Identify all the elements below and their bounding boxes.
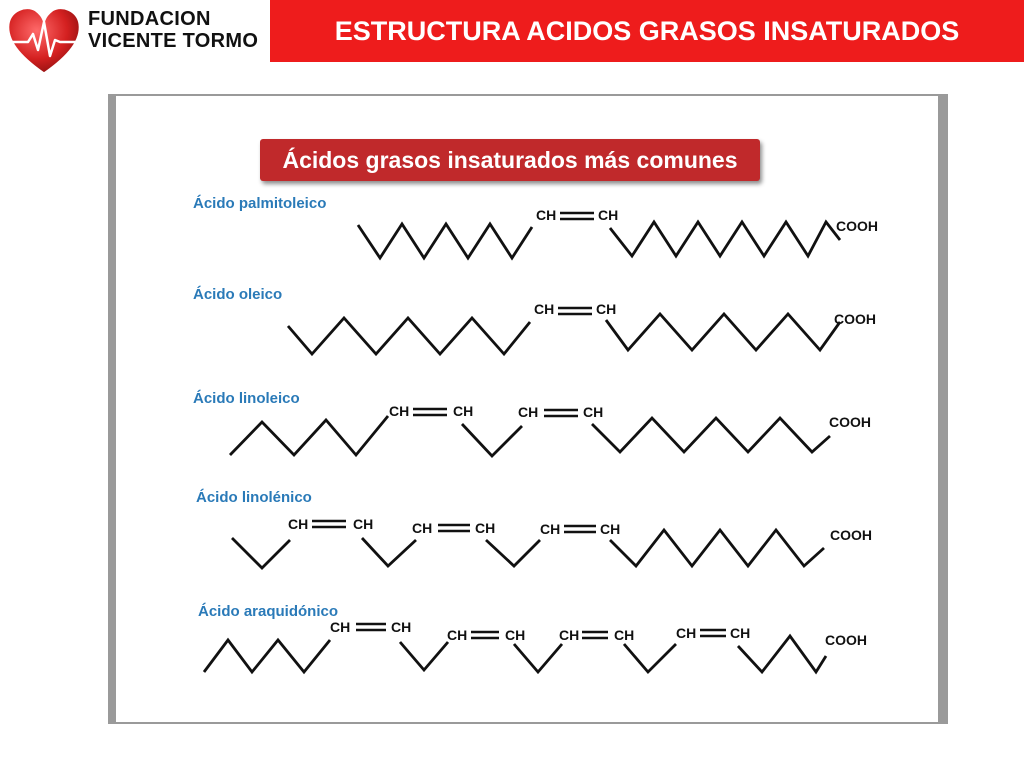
ch-label: CH <box>330 619 351 635</box>
carbon-chain <box>204 640 330 672</box>
acid-row-linoleico <box>193 390 871 456</box>
carbon-chain <box>738 636 826 672</box>
carbon-chain <box>232 538 290 568</box>
carbon-chain <box>624 644 676 672</box>
carbon-chain <box>514 644 562 672</box>
ch-label: CH <box>730 625 751 641</box>
ch-label: CH <box>534 301 555 317</box>
ch-label: CH <box>600 521 621 537</box>
page-title: ESTRUCTURA ACIDOS GRASOS INSATURADOS <box>334 15 960 46</box>
ch-label: CH <box>389 403 410 419</box>
carbon-chain <box>362 538 416 566</box>
carbon-chain <box>592 418 830 452</box>
ch-label: CH <box>536 207 557 223</box>
cooh-label: COOH <box>829 414 871 430</box>
ch-label: CH <box>583 404 604 420</box>
logo-line-2: VICENTE TORMO <box>88 30 259 52</box>
acid-name: Ácido linoleico <box>193 390 300 407</box>
acid-row-araquidonico <box>198 603 867 672</box>
ch-label: CH <box>453 403 474 419</box>
ch-label: CH <box>505 627 526 643</box>
carbon-chain <box>610 530 824 566</box>
acid-row-linolenico <box>196 489 872 568</box>
ch-label: CH <box>598 207 619 223</box>
ch-label: CH <box>391 619 412 635</box>
ch-label: CH <box>475 520 496 536</box>
acid-row-palmitoleico <box>193 195 878 258</box>
acid-name: Ácido palmitoleico <box>193 195 327 212</box>
carbon-chain <box>606 314 840 350</box>
logo-line-1: FUNDACION <box>88 8 211 30</box>
carbon-chain <box>400 642 448 670</box>
acid-row-oleico <box>193 286 876 354</box>
cooh-label: COOH <box>825 632 867 648</box>
ch-label: CH <box>447 627 468 643</box>
ch-label: CH <box>614 627 635 643</box>
carbon-chain <box>486 540 540 566</box>
acid-name: Ácido oleico <box>193 286 283 303</box>
acid-name: Ácido linolénico <box>196 489 312 506</box>
ch-label: CH <box>412 520 433 536</box>
carbon-chain <box>462 424 522 456</box>
cooh-label: COOH <box>834 311 876 327</box>
ch-label: CH <box>676 625 697 641</box>
carbon-chain <box>288 318 530 354</box>
carbon-chain <box>610 222 840 256</box>
cooh-label: COOH <box>836 218 878 234</box>
ch-label: CH <box>559 627 580 643</box>
cooh-label: COOH <box>830 527 872 543</box>
ch-label: CH <box>540 521 561 537</box>
carbon-chain <box>358 224 532 258</box>
ch-label: CH <box>288 516 309 532</box>
acid-name: Ácido araquidónico <box>198 603 339 620</box>
ch-label: CH <box>596 301 617 317</box>
carbon-chain <box>230 416 388 455</box>
subtitle: Ácidos grasos insaturados más comunes <box>282 146 738 173</box>
ch-label: CH <box>353 516 374 532</box>
ch-label: CH <box>518 404 539 420</box>
